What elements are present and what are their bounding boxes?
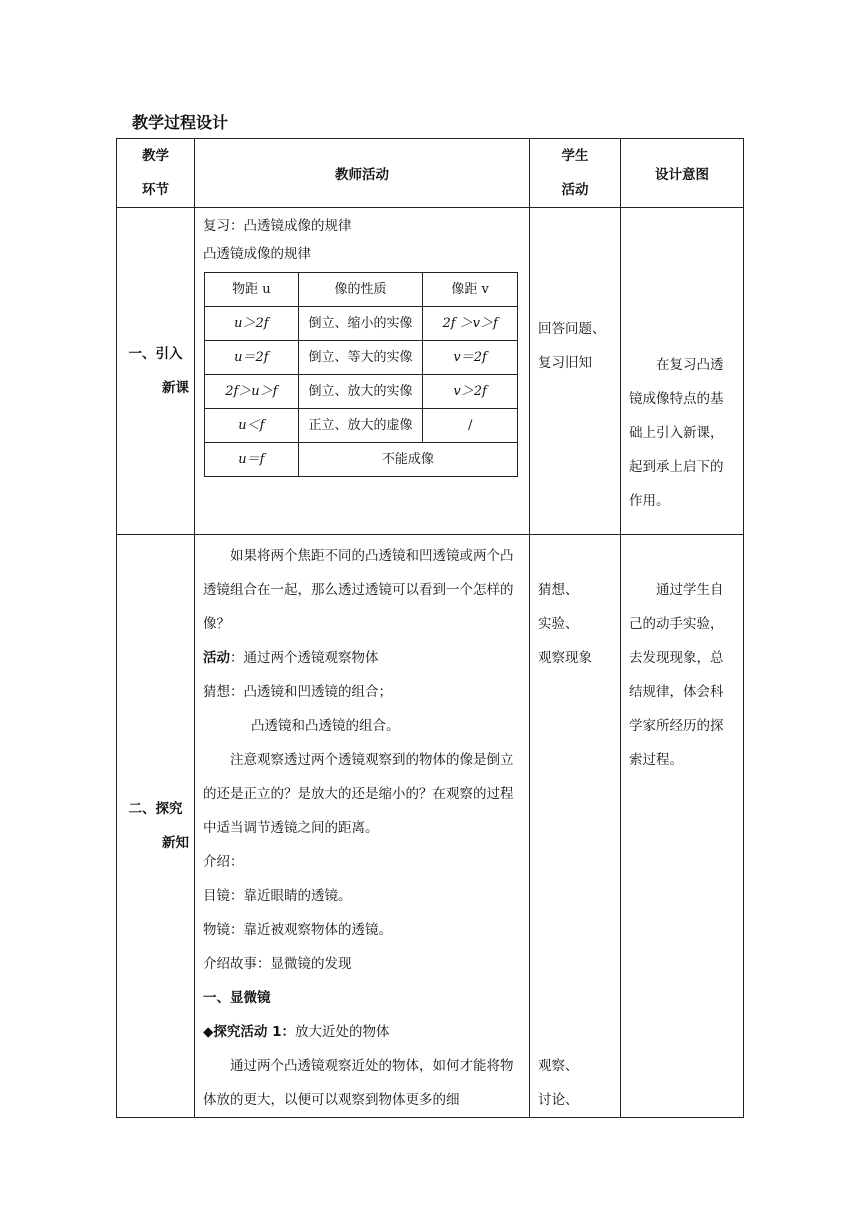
intent-explore: 通过学生自己的动手实验，去发现现象，总结规律，体会科学家所经历的探索过程。	[621, 535, 744, 1118]
stage-explore: 二、探究 新知	[117, 535, 195, 1118]
inner-cell: u＜f	[205, 409, 299, 443]
inner-cell: 倒立、放大的实像	[298, 375, 423, 409]
teacher-explore: 如果将两个焦距不同的凸透镜和凹透镜或两个凸透镜组合在一起，那么透过透镜可以看到一个怎样的像？ 活动：通过两个透镜观察物体 猜想：凸透镜和凹透镜的组合； 凸透镜和凸透镜的组合。 注意观察透过两个透镜观察到的物体的像是倒立的还是正立的？是放大的还是缩小的？在观察的过程中适当调节透镜之间的距离。 介绍： 目镜：靠近眼睛的透镜。 物镜：靠近被观察物体的透镜。 介绍故事：显微镜的发现 一、显微镜 ◆探究活动 1：放大近处的物体 通过两个凸透镜观察近处的物体，如何才能将物体放的更大，以便可以观察到物体更多的细	[195, 535, 530, 1118]
row-intro	[117, 208, 744, 535]
inner-cell: u＝f	[205, 443, 299, 477]
inner-cell: u＝2f	[205, 341, 299, 375]
inner-cell: 2f ＞v＞f	[423, 307, 518, 341]
teacher-intro: 复习：凸透镜成像的规律 凸透镜成像的规律 物距 u 像的性质 像距 v u＞2f 倒立、缩小的实像 2f ＞v＞f u＝2f 倒立、等大的实像 v＝2f 2f＞u＞f 倒立、放大的实像 v＞2f u＜f 正立、放大的虚像 / u＝f 不能成像	[195, 208, 530, 535]
header-row	[117, 139, 744, 208]
lesson-table	[116, 138, 744, 1118]
student-intro: 回答问题、 复习旧知	[530, 208, 621, 535]
inner-cell: 倒立、等大的实像	[298, 341, 423, 375]
inner-cell: v＞2f	[423, 375, 518, 409]
inner-cell: /	[423, 409, 518, 443]
inner-cell: 不能成像	[298, 443, 517, 477]
inner-cell: 正立、放大的虚像	[298, 409, 423, 443]
header-student: 学生 活动	[530, 139, 621, 208]
row-explore	[117, 535, 744, 1118]
inner-cell: v＝2f	[423, 341, 518, 375]
stage-intro: 一、引入 新课	[117, 208, 195, 535]
inner-cell: u＞2f	[205, 307, 299, 341]
inner-header-nature: 像的性质	[298, 273, 423, 307]
header-intent: 设计意图	[621, 139, 744, 208]
intent-intro: 在复习凸透镜成像特点的基础上引入新课，起到承上启下的作用。	[621, 208, 744, 535]
inner-cell: 2f＞u＞f	[205, 375, 299, 409]
inner-header-v: 像距 v	[423, 273, 518, 307]
header-stage: 教学 环节	[117, 139, 195, 208]
inner-header-u: 物距 u	[205, 273, 299, 307]
page-title: 教学过程设计	[132, 113, 229, 132]
imaging-rules-table	[204, 272, 518, 477]
inner-cell: 倒立、缩小的实像	[298, 307, 423, 341]
header-teacher: 教师活动	[195, 139, 530, 208]
student-explore: 猜想、 实验、 观察现象 观察、 讨论、	[530, 535, 621, 1118]
